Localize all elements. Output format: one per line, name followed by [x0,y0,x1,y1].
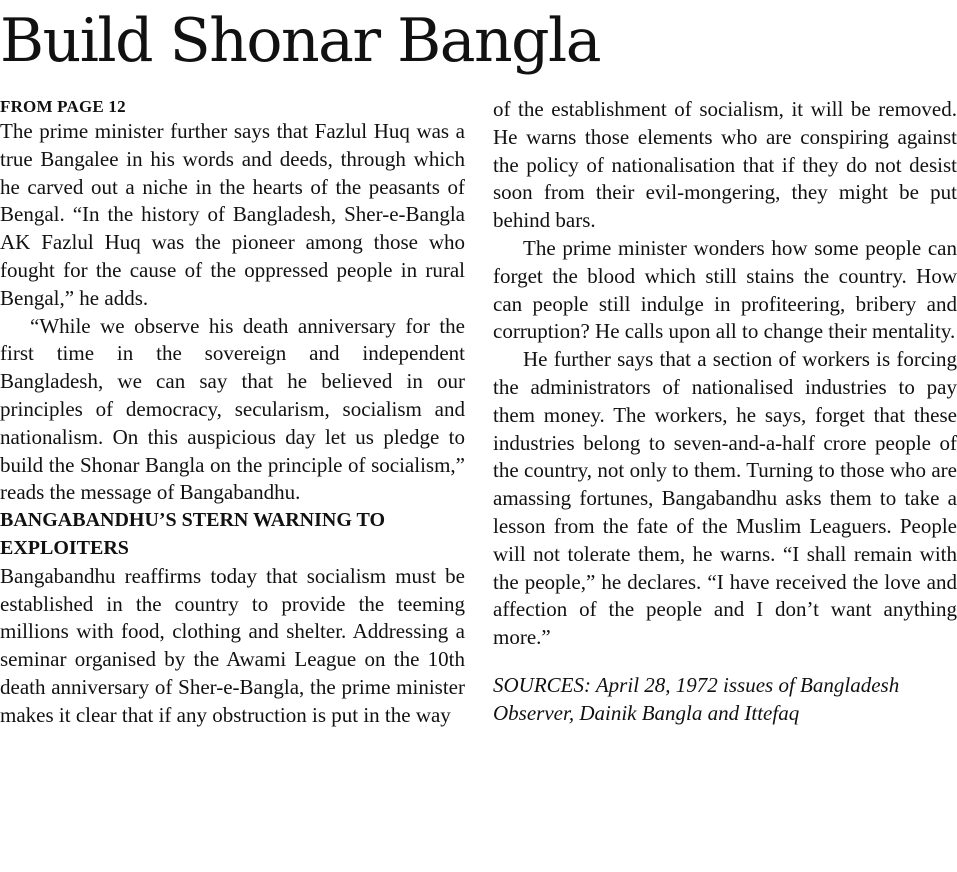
article-paragraph: The prime minister further says that Fazlul Huq was a true Bangalee in his words and deeds, through which he carved out a niche in the hearts of the peasants of Bengal. “In the history of Bangladesh, Sher-e-Bangla AK Fazlul Huq was the pioneer among those who fought for the cause of the oppressed people in rural Bengal,” he adds. [0,119,465,310]
article-paragraph: of the establishment of socialism, it will be removed. He warns those elements who are conspiring against the policy of nationalisation that if they do not desist soon from their evil-mongering, they might be put behind bars. [493,97,957,233]
article-subheading: BANGABANDHU’S STERN WARNING TO EXPLOITERS [0,509,386,559]
sources-credit: SOURCES: April 28, 1972 issues of Bangladesh Observer, Dainik Bangla and Ittefaq [493,672,900,725]
continued-from-label: FROM PAGE 12 [0,97,126,116]
article-paragraph: “While we observe his death anniversary for the first time in the sovereign and independent Bangladesh, we can say that he believed in our principles of democracy, secularism, socialism and nationalism. On this auspicious day let us pledge to build the Shonar Bangla on the principle of socialism,” reads the message of Bangabandhu. [0,313,465,505]
article-column-left [0,96,465,730]
article-paragraph: He further says that a section of workers is forcing the administrators of nationalised industries to pay them money. The workers, he says, forget that these industries belong to seven-and-a-half crore people of the country, not only to them. Turning to those who are amassing fortunes, Bangabandhu asks them to take a lesson from the fate of the Muslim Leaguers. People will not tolerate them, he warns. “I shall remain with the people,” he declares. “I have received the love and affection of the people and I don’t want anything more.” [493,347,957,650]
article-paragraph: The prime minister wonders how some people can forget the blood which still stains the country. How can people still indulge in profiteering, bribery and corruption? He calls upon all to change their mentality. [493,235,957,344]
article-column-right [493,96,957,728]
article-paragraph: Bangabandhu reaffirms today that socialism must be established in the country to provide the teeming millions with food, clothing and shelter. Addressing a seminar organised by the Awami League on the 10th death anniversary of Sher-e-Bangla, the prime minister makes it clear that if any obstruction is put in the way [0,563,465,727]
article-headline: Build Shonar Bangla [0,6,601,76]
